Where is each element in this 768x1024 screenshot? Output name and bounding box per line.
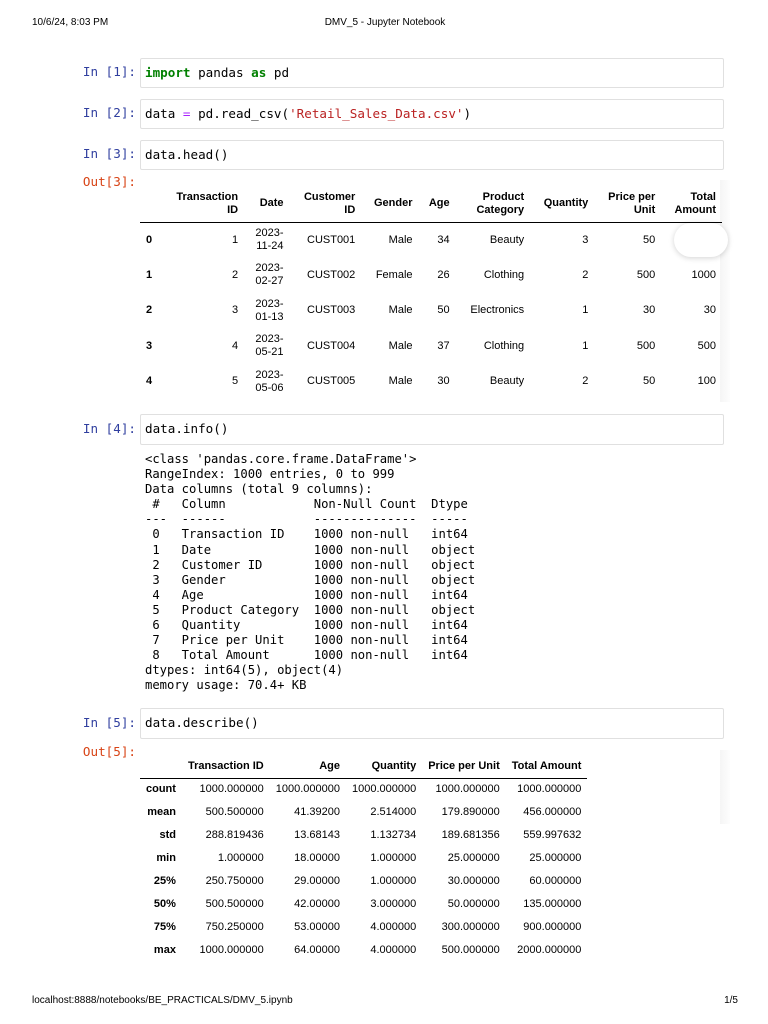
table-cell: 34 xyxy=(437,233,450,246)
table-cell: 500 xyxy=(636,268,656,281)
table-cell: Male xyxy=(388,375,413,388)
input-prompt: In [2]: xyxy=(82,105,136,120)
table-cell: 1.000000 xyxy=(370,852,417,864)
table-cell: 500.500000 xyxy=(205,898,264,910)
table-cell: 64.00000 xyxy=(294,944,340,956)
print-datetime: 10/6/24, 8:03 PM xyxy=(32,17,109,28)
row-index: 50% xyxy=(153,898,176,910)
row-index: 0 xyxy=(146,233,153,246)
dataframe-head-table xyxy=(140,186,722,400)
stream-line: --- ------ -------------- ----- xyxy=(145,512,476,527)
table-cell: 1 xyxy=(582,339,589,352)
table-cell: 500.000000 xyxy=(441,944,500,956)
table-cell: 2023- 02-27 xyxy=(255,262,284,288)
stream-line: 8 Total Amount 1000 non-null int64 xyxy=(145,648,476,663)
table-cell: 1000.000000 xyxy=(435,783,500,796)
stream-line: # Column Non-Null Count Dtype xyxy=(145,497,476,512)
table-row xyxy=(140,939,587,962)
stream-line: Data columns (total 9 columns): xyxy=(145,482,373,497)
table-cell: 1.000000 xyxy=(217,852,264,864)
table-cell: Male xyxy=(388,304,413,317)
table-cell: Beauty xyxy=(489,233,525,246)
column-header: Quantity xyxy=(530,186,594,222)
input-prompt: In [5]: xyxy=(82,715,136,730)
table-row xyxy=(140,801,587,824)
column-header: Transaction ID xyxy=(161,186,245,222)
row-index: 2 xyxy=(146,304,153,317)
table-cell: CUST001 xyxy=(307,233,356,246)
table-cell: 1.000000 xyxy=(370,875,417,887)
table-row xyxy=(140,847,587,870)
table-cell: 135.000000 xyxy=(523,898,582,910)
table-cell: 41.39200 xyxy=(294,806,340,818)
table-cell: 500 xyxy=(636,339,656,352)
table-row xyxy=(140,893,587,916)
table-cell: 2023- 05-21 xyxy=(255,333,284,359)
table-cell: 5 xyxy=(231,375,239,388)
table-cell: 189.681356 xyxy=(441,829,500,841)
column-header: Total Amount xyxy=(661,186,722,222)
table-cell: Clothing xyxy=(483,268,525,281)
table-cell: 4.000000 xyxy=(370,921,417,933)
code-token: pd xyxy=(266,65,290,80)
table-cell: 559.997632 xyxy=(523,829,582,841)
stream-line: RangeIndex: 1000 entries, 0 to 999 xyxy=(145,467,395,482)
row-index: 1 xyxy=(146,268,153,281)
table-cell: 50 xyxy=(643,375,656,388)
stream-line: 0 Transaction ID 1000 non-null int64 xyxy=(145,527,476,542)
row-index: 3 xyxy=(146,339,153,352)
table-cell: 60.000000 xyxy=(529,875,582,887)
input-prompt: In [4]: xyxy=(82,421,136,436)
table-cell: 13.68143 xyxy=(294,829,340,841)
column-header: Quantity xyxy=(346,756,422,778)
table-row xyxy=(140,258,722,294)
table-cell: 4 xyxy=(231,339,239,352)
table-cell: 900.000000 xyxy=(523,921,582,933)
table-cell: 30.000000 xyxy=(447,875,500,887)
table-cell: 500 xyxy=(697,339,716,352)
table-cell: 25.000000 xyxy=(529,852,582,864)
row-index: mean xyxy=(147,806,176,818)
table-cell: 2.514000 xyxy=(370,806,417,818)
input-prompt: In [1]: xyxy=(82,64,136,79)
table-cell: 25.000000 xyxy=(447,852,500,864)
column-header: Price per Unit xyxy=(594,186,661,222)
code-input[interactable] xyxy=(140,708,724,739)
code-token: as xyxy=(251,65,267,80)
table-cell: 750.250000 xyxy=(205,921,264,933)
column-header: Transaction ID xyxy=(182,756,270,778)
stream-line: memory usage: 70.4+ KB xyxy=(145,678,307,693)
column-header: Gender xyxy=(361,186,418,222)
table-cell: 2 xyxy=(582,375,589,388)
table-cell: 250.750000 xyxy=(205,875,264,887)
input-prompt: In [3]: xyxy=(82,146,136,161)
code-input[interactable] xyxy=(140,99,724,129)
table-row xyxy=(140,824,587,847)
table-cell: 300.000000 xyxy=(441,921,500,933)
table-cell: 30 xyxy=(437,375,450,388)
table-cell: 50.000000 xyxy=(447,898,500,910)
table-cell: 3 xyxy=(582,233,589,246)
row-index: min xyxy=(156,852,176,864)
table-cell: 29.00000 xyxy=(294,875,340,887)
table-cell: 456.000000 xyxy=(523,806,582,818)
code-line xyxy=(145,65,289,81)
table-cell: 1 xyxy=(231,233,239,246)
table-cell: 4.000000 xyxy=(370,944,417,956)
table-cell: Clothing xyxy=(483,339,525,352)
row-index: std xyxy=(159,829,176,841)
table-cell: 1.132734 xyxy=(370,829,417,841)
table-row xyxy=(140,916,587,939)
table-cell: 18.00000 xyxy=(294,852,340,864)
table-cell: 1000.000000 xyxy=(517,783,582,796)
stream-line: 3 Gender 1000 non-null object xyxy=(145,572,476,587)
row-index: 25% xyxy=(153,875,176,887)
table-cell: 2 xyxy=(231,268,239,281)
table-cell: 2000.000000 xyxy=(517,944,582,956)
table-cell: 1000 xyxy=(691,268,716,281)
table-row xyxy=(140,870,587,893)
table-cell: 30 xyxy=(703,304,716,317)
table-cell: 26 xyxy=(437,268,450,281)
row-index: 75% xyxy=(153,921,176,933)
table-cell: 53.00000 xyxy=(294,921,340,933)
column-header: Customer ID xyxy=(290,186,362,222)
code-line xyxy=(145,106,471,122)
code-input[interactable] xyxy=(140,140,724,170)
stream-line: 6 Quantity 1000 non-null int64 xyxy=(145,618,476,633)
code-token: = xyxy=(182,106,191,121)
cursor-highlight xyxy=(674,223,728,257)
info-stream-output xyxy=(145,452,475,694)
code-token: data.head() xyxy=(145,147,229,162)
code-token: data.describe() xyxy=(145,715,259,730)
print-title: DMV_5 - Jupyter Notebook xyxy=(324,17,446,28)
column-header: Price per Unit xyxy=(422,756,506,778)
code-line xyxy=(145,147,228,163)
table-cell: Male xyxy=(388,339,413,352)
table-cell: 3.000000 xyxy=(370,898,417,910)
table-row xyxy=(140,778,587,801)
column-header: Total Amount xyxy=(506,756,588,778)
table-cell: 2 xyxy=(582,268,589,281)
table-cell: 50 xyxy=(437,304,450,317)
column-header: Date xyxy=(244,186,289,222)
table-cell: CUST002 xyxy=(307,268,356,281)
table-cell: CUST004 xyxy=(307,339,356,352)
table-cell: 37 xyxy=(437,339,450,352)
code-token: data.info() xyxy=(145,421,229,436)
print-url: localhost:8888/notebooks/BE_PRACTICALS/DMV_5.ipynb xyxy=(32,995,293,1006)
row-index: max xyxy=(153,944,176,956)
row-index: count xyxy=(146,783,176,796)
stream-line: 1 Date 1000 non-null object xyxy=(145,542,476,557)
code-token: ) xyxy=(463,106,472,121)
table-row xyxy=(140,293,722,329)
code-token: pandas xyxy=(190,65,252,80)
table-cell: 500.500000 xyxy=(205,806,264,818)
table-cell: 1000.000000 xyxy=(199,783,264,796)
stream-line: dtypes: int64(5), object(4) xyxy=(145,663,344,678)
table-row xyxy=(140,364,722,400)
stream-line: 5 Product Category 1000 non-null object xyxy=(145,602,476,617)
table-cell: 2023- 05-06 xyxy=(255,368,284,394)
stream-line: 4 Age 1000 non-null int64 xyxy=(145,587,476,602)
table-cell: 3 xyxy=(231,304,239,317)
table-row xyxy=(140,329,722,365)
table-cell: Beauty xyxy=(489,375,525,388)
table-cell: Male xyxy=(388,233,413,246)
row-index: 4 xyxy=(146,375,153,388)
output-prompt: Out[3]: xyxy=(82,174,136,189)
table-row xyxy=(140,222,722,258)
table-cell: 288.819436 xyxy=(205,829,264,841)
table-cell: 1000.000000 xyxy=(199,944,264,956)
table-cell: 42.00000 xyxy=(294,898,340,910)
table-cell: Electronics xyxy=(470,304,525,317)
table-cell: 1000.000000 xyxy=(275,783,340,796)
code-token: pd.read_csv( xyxy=(190,106,290,121)
output-scroll-shadow xyxy=(720,750,730,824)
table-cell: CUST005 xyxy=(307,375,356,388)
print-page-number: 1/5 xyxy=(724,995,738,1006)
column-header: Age xyxy=(270,756,346,778)
table-cell: Female xyxy=(375,268,413,281)
table-cell: 30 xyxy=(643,304,656,317)
stream-line: 7 Price per Unit 1000 non-null int64 xyxy=(145,633,476,648)
column-header xyxy=(140,186,161,222)
table-cell: 1000.000000 xyxy=(351,783,417,796)
table-cell: 100 xyxy=(697,375,716,388)
code-input[interactable] xyxy=(140,58,724,88)
code-token: data xyxy=(145,106,183,121)
column-header: Age xyxy=(419,186,456,222)
stream-line: <class 'pandas.core.frame.DataFrame'> xyxy=(145,452,417,466)
print-footer xyxy=(32,995,738,1009)
column-header xyxy=(140,756,182,778)
stream-line: 2 Customer ID 1000 non-null object xyxy=(145,557,476,572)
code-line xyxy=(145,421,228,437)
table-cell: 1 xyxy=(582,304,589,317)
code-line xyxy=(145,715,259,731)
output-prompt: Out[5]: xyxy=(82,744,136,759)
table-cell: 2023- 01-13 xyxy=(255,297,284,323)
table-cell: 179.890000 xyxy=(441,806,500,818)
table-cell: CUST003 xyxy=(307,304,356,317)
code-token: 'Retail_Sales_Data.csv' xyxy=(289,106,464,121)
print-header xyxy=(32,17,738,31)
code-token: import xyxy=(145,65,191,80)
table-cell: 2023- 11-24 xyxy=(255,227,284,252)
code-input[interactable] xyxy=(140,414,724,445)
dataframe-describe-table xyxy=(140,756,587,962)
table-cell: 50 xyxy=(643,233,656,246)
column-header: Product Category xyxy=(456,186,531,222)
